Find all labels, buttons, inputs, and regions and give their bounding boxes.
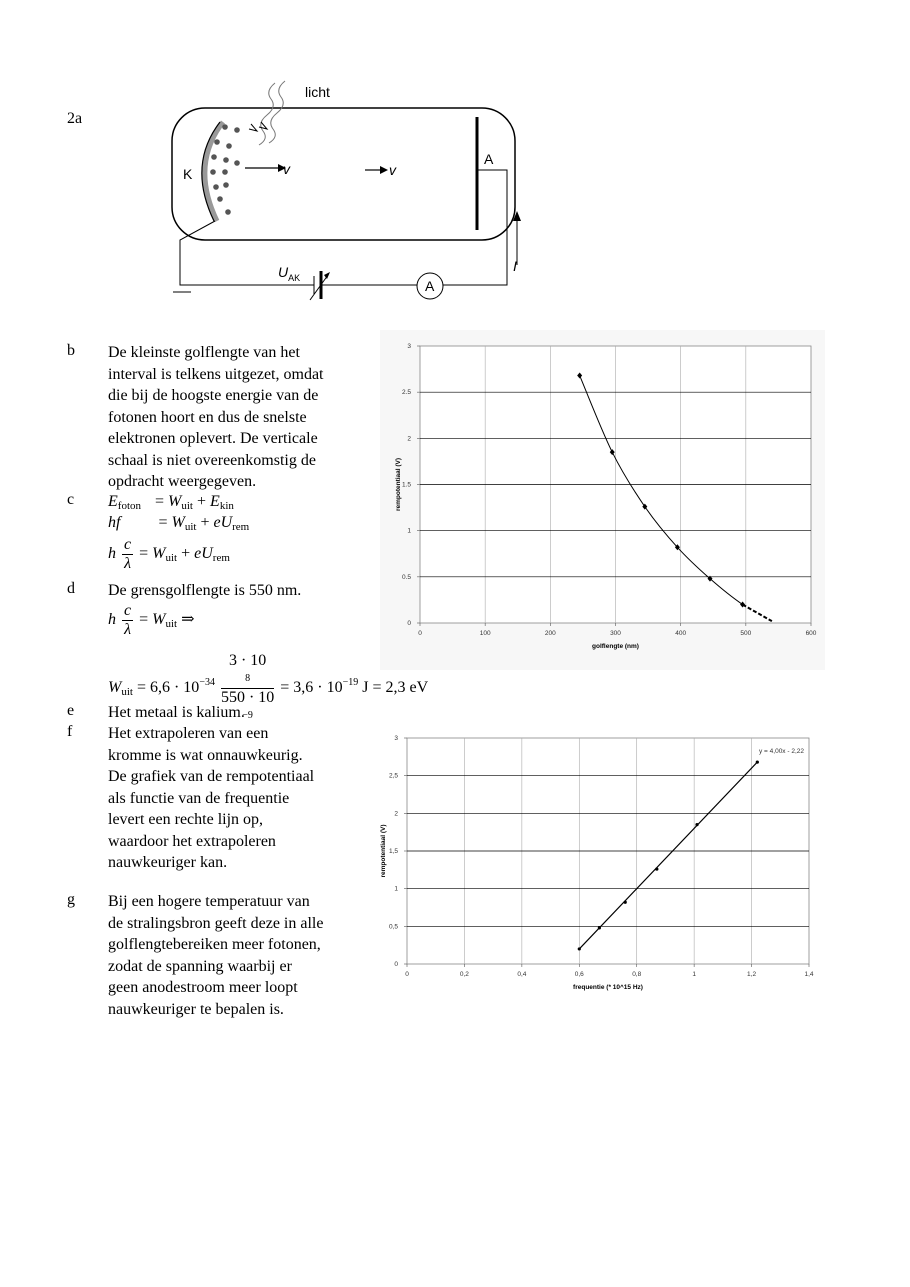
anode-label: A	[484, 151, 494, 167]
data-point	[598, 926, 601, 929]
trendline-equation: y = 4,00x - 2,22	[759, 748, 804, 755]
y-tick-label: 2,5	[388, 772, 398, 780]
d-text: De grensgolflengte is 550 nm.	[108, 582, 302, 599]
x-tick-label: 400	[675, 630, 687, 637]
text-line: golflengtebereiken meer fotonen,	[108, 936, 321, 953]
text-line: als functie van de frequentie	[108, 789, 290, 807]
x-tick-label: 0	[418, 630, 422, 637]
velocity-label-2: v	[389, 162, 396, 178]
text-line: nauwkeuriger te bepalen is.	[108, 1000, 284, 1018]
text-line: opdracht weergegeven.	[108, 473, 257, 490]
y-tick-label: 0	[407, 620, 411, 627]
x-tick-label: 300	[610, 630, 621, 637]
formula-c3: h $\frac{c}{\lambda}$ = $W_{uit} + eU_{rem}$	[108, 536, 230, 572]
y-tick-label: 2	[407, 435, 411, 443]
label-c: c	[67, 491, 75, 508]
formula-d2: $W_{uit} = 6,6 \cdot 10^{-34}$ 3 · 10 8 550 · 10 −9 = $3,6 \cdot 10^{-19}$ J = 2,3 eV	[108, 652, 429, 721]
light-label: licht	[305, 84, 330, 100]
photocell-diagram	[165, 75, 525, 320]
x-tick-label: 1,4	[804, 971, 814, 978]
text-line: Bij een hogere temperatuur van	[108, 893, 310, 910]
text-line: nauwkeuriger kan.	[108, 854, 228, 871]
label-d: d	[67, 580, 75, 597]
data-point	[655, 867, 658, 870]
text-line: levert een rechte lijn op,	[108, 811, 264, 828]
formula-d1: h $\frac{c}{\lambda}$ = $W_{uit}$ ⇒	[108, 602, 195, 638]
y-tick-label: 3	[407, 343, 411, 350]
text-line: de stralingsbron geeft deze in alle	[108, 914, 324, 932]
x-axis-label: frequentie (* 10^15 Hz)	[573, 984, 643, 991]
y-tick-label: 0	[394, 961, 398, 968]
velocity-label-1: v	[283, 161, 290, 177]
g-text	[108, 891, 388, 1020]
text-line: De grafiek van de rempotentiaal	[108, 768, 315, 785]
y-tick-label: 1,5	[388, 848, 398, 855]
text-line: waardoor het extrapoleren	[108, 832, 276, 850]
text-line: schaal is niet overeenkomstig de	[108, 451, 316, 469]
x-tick-label: 0,2	[459, 971, 469, 978]
text-line: Het extrapoleren van een	[108, 725, 269, 742]
y-tick-label: 0.5	[401, 573, 411, 581]
x-tick-label: 0	[405, 971, 409, 978]
y-tick-label: 1.5	[401, 481, 411, 489]
label-f: f	[67, 723, 73, 740]
x-tick-label: 0,8	[632, 971, 642, 978]
y-axis-label: rempotentiaal (V)	[395, 457, 402, 512]
text-line: interval is telkens uitgezet, omdat	[108, 365, 324, 383]
y-tick-label: 0,5	[388, 923, 398, 931]
x-tick-label: 200	[544, 630, 556, 637]
chart-wavelength	[380, 330, 825, 670]
label-g: g	[67, 891, 75, 908]
y-tick-label: 2.5	[401, 389, 411, 397]
y-axis-label: rempotentiaal (V)	[380, 824, 387, 878]
y-tick-label: 1	[394, 885, 398, 893]
x-tick-label: 100	[479, 630, 491, 637]
data-point	[695, 823, 698, 826]
y-tick-label: 1	[407, 527, 411, 535]
text-line: geen anodestroom meer loopt	[108, 979, 298, 996]
text-line: zodat de spanning waarbij er	[108, 957, 292, 975]
data-point	[756, 761, 759, 764]
x-axis-label: golflengte (nm)	[592, 643, 639, 650]
chart-frequency	[368, 725, 818, 995]
x-tick-label: 1	[692, 971, 696, 978]
x-tick-label: 0,6	[574, 971, 584, 978]
text-line: kromme is wat onnauwkeurig.	[108, 746, 303, 764]
text-line: De kleinste golflengte van het	[108, 344, 300, 361]
x-tick-label: 1,2	[747, 971, 757, 978]
x-tick-label: 0,4	[517, 971, 527, 978]
label-b: b	[67, 342, 75, 359]
ammeter-label: A	[425, 278, 435, 294]
e-text: Het metaal is kalium.	[108, 704, 245, 721]
label-2a: 2a	[67, 110, 83, 127]
b-text	[108, 342, 378, 493]
x-tick-label: 600	[805, 630, 817, 637]
text-line: fotonen hoort en dus de snelste	[108, 408, 307, 426]
x-tick-label: 500	[740, 630, 752, 637]
current-label: I	[513, 258, 517, 274]
data-point	[578, 947, 581, 950]
label-e: e	[67, 702, 75, 719]
y-tick-label: 2	[394, 810, 398, 818]
cathode-label: K	[183, 166, 193, 182]
text-line: die bij de hoogste energie van de	[108, 387, 319, 404]
data-point	[624, 901, 627, 904]
f-text	[108, 723, 378, 874]
y-tick-label: 3	[394, 735, 398, 742]
voltage-label: $U_{AK}$	[278, 264, 301, 283]
formula-c2: hf = $W_{uit} + eU_{rem}$	[108, 514, 250, 533]
formula-c1: $E_{foton} = W_{uit} + E_{kin}$	[108, 493, 234, 512]
text-line: elektronen oplevert. De verticale	[108, 430, 318, 447]
